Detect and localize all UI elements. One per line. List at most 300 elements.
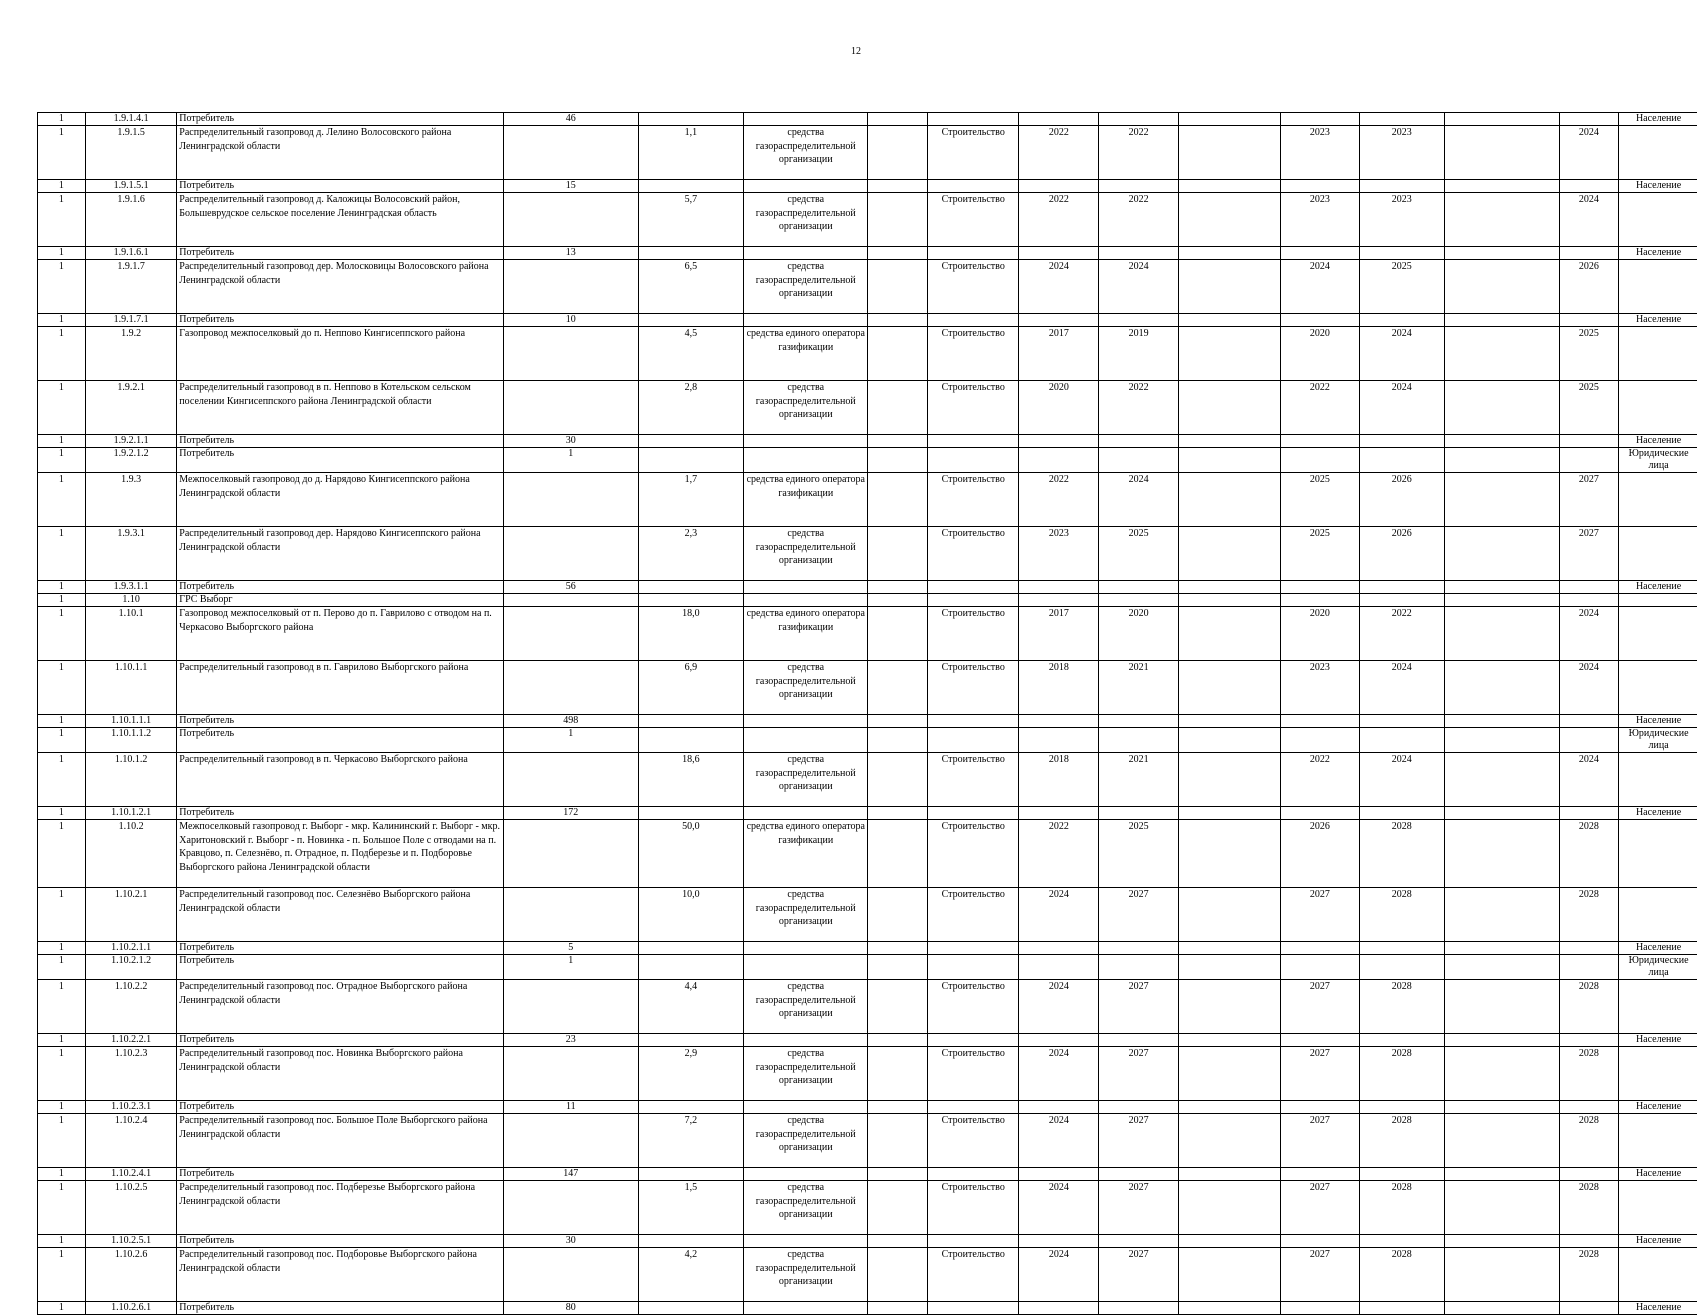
funding-source-cell — [744, 314, 868, 327]
year-4-cell — [1359, 942, 1444, 955]
table-row — [38, 661, 1697, 715]
funding-source-cell: средства газораспределительной организации — [744, 1181, 868, 1235]
table-row — [38, 126, 1697, 180]
year-3-cell: 2024 — [1281, 260, 1360, 314]
year-5-cell — [1559, 807, 1619, 820]
consumer-category-cell: Население — [1619, 1034, 1697, 1047]
work-type-cell: Строительство — [928, 381, 1019, 435]
year-end-cell: 2025 — [1099, 527, 1179, 581]
year-5-cell: 2028 — [1559, 1114, 1619, 1168]
object-name-cell: Распределительный газопровод пос. Селезнёво Выборгского района Ленинградской области — [177, 888, 503, 942]
year-4-cell: 2028 — [1359, 1181, 1444, 1235]
year-start-cell — [1019, 247, 1099, 260]
year-start-cell — [1019, 1235, 1099, 1248]
year-3-cell: 2027 — [1281, 1114, 1360, 1168]
item-number-cell: 1.10 — [85, 594, 176, 607]
consumer-category-cell: Население — [1619, 113, 1697, 126]
empty-cell — [1444, 807, 1559, 820]
work-type-cell — [928, 955, 1019, 980]
item-number-cell: 1.10.2.4 — [85, 1114, 176, 1168]
empty-cell — [1178, 381, 1280, 435]
funding-source-cell: средства газораспределительной организации — [744, 888, 868, 942]
year-end-cell: 2020 — [1099, 607, 1179, 661]
year-start-cell: 2018 — [1019, 661, 1099, 715]
item-number-cell: 1.9.2.1.1 — [85, 435, 176, 448]
year-3-cell: 2022 — [1281, 753, 1360, 807]
consumer-category-cell — [1619, 888, 1697, 942]
consumer-category-cell — [1619, 594, 1697, 607]
year-5-cell: 2024 — [1559, 661, 1619, 715]
year-4-cell — [1359, 435, 1444, 448]
year-end-cell — [1099, 594, 1179, 607]
consumer-count-cell — [503, 473, 638, 527]
year-3-cell: 2020 — [1281, 607, 1360, 661]
level-cell: 1 — [38, 314, 86, 327]
year-4-cell — [1359, 581, 1444, 594]
empty-cell — [868, 314, 928, 327]
year-4-cell: 2026 — [1359, 527, 1444, 581]
empty-cell — [1444, 594, 1559, 607]
empty-cell — [1444, 473, 1559, 527]
table-row — [38, 1168, 1697, 1181]
year-3-cell — [1281, 314, 1360, 327]
table-row — [38, 1114, 1697, 1168]
object-name-cell: Потребитель — [177, 448, 503, 473]
year-5-cell — [1559, 314, 1619, 327]
year-end-cell: 2027 — [1099, 1181, 1179, 1235]
consumer-count-cell — [503, 1181, 638, 1235]
object-name-cell: Распределительный газопровод пос. Новинка Выборгского района Ленинградской области — [177, 1047, 503, 1101]
object-name-cell: Межпоселковый газопровод г. Выборг - мкр. Калининский г. Выборг - мкр. Харитоновский г. Выборг - п. Новинка - п. Большое Поле с отводами на п. Кравцово, п. Селезнёво, п. Отрадное, п. Подберезье и п. Подборовье Выборгского района Ленинградской области — [177, 820, 503, 888]
funding-source-cell — [744, 807, 868, 820]
item-number-cell: 1.10.1.2 — [85, 753, 176, 807]
table-row — [38, 942, 1697, 955]
empty-cell — [868, 661, 928, 715]
funding-source-cell — [744, 581, 868, 594]
item-number-cell: 1.9.1.7 — [85, 260, 176, 314]
funding-source-cell: средства газораспределительной организации — [744, 260, 868, 314]
funding-source-cell: средства газораспределительной организации — [744, 1248, 868, 1302]
object-name-cell: Потребитель — [177, 314, 503, 327]
length-cell — [638, 715, 743, 728]
table-row — [38, 888, 1697, 942]
year-3-cell: 2022 — [1281, 381, 1360, 435]
level-cell: 1 — [38, 1047, 86, 1101]
year-start-cell — [1019, 581, 1099, 594]
length-cell — [638, 1101, 743, 1114]
item-number-cell: 1.10.2.6.1 — [85, 1302, 176, 1315]
year-start-cell — [1019, 1302, 1099, 1315]
table-row — [38, 1235, 1697, 1248]
year-4-cell — [1359, 955, 1444, 980]
object-name-cell: Потребитель — [177, 113, 503, 126]
item-number-cell: 1.10.2.2.1 — [85, 1034, 176, 1047]
length-cell — [638, 1235, 743, 1248]
item-number-cell: 1.10.1.2.1 — [85, 807, 176, 820]
empty-cell — [868, 1168, 928, 1181]
year-end-cell — [1099, 581, 1179, 594]
empty-cell — [1444, 1168, 1559, 1181]
empty-cell — [1178, 1302, 1280, 1315]
consumer-count-cell — [503, 594, 638, 607]
work-type-cell — [928, 1101, 1019, 1114]
work-type-cell — [928, 807, 1019, 820]
empty-cell — [1178, 1235, 1280, 1248]
item-number-cell: 1.9.2.1 — [85, 381, 176, 435]
year-5-cell: 2028 — [1559, 980, 1619, 1034]
level-cell: 1 — [38, 527, 86, 581]
object-name-cell: Потребитель — [177, 247, 503, 260]
empty-cell — [1178, 1168, 1280, 1181]
year-5-cell — [1559, 955, 1619, 980]
level-cell: 1 — [38, 1034, 86, 1047]
length-cell — [638, 955, 743, 980]
work-type-cell — [928, 1302, 1019, 1315]
year-5-cell: 2027 — [1559, 527, 1619, 581]
length-cell — [638, 728, 743, 753]
consumer-count-cell: 172 — [503, 807, 638, 820]
empty-cell — [1444, 435, 1559, 448]
length-cell: 4,4 — [638, 980, 743, 1034]
item-number-cell: 1.9.2.1.2 — [85, 448, 176, 473]
level-cell: 1 — [38, 327, 86, 381]
level-cell: 1 — [38, 807, 86, 820]
empty-cell — [1444, 113, 1559, 126]
level-cell: 1 — [38, 955, 86, 980]
year-5-cell — [1559, 594, 1619, 607]
empty-cell — [1178, 594, 1280, 607]
object-name-cell: Распределительный газопровод в п. Гаврилово Выборгского района — [177, 661, 503, 715]
funding-source-cell: средства газораспределительной организации — [744, 193, 868, 247]
year-start-cell: 2022 — [1019, 473, 1099, 527]
table-row — [38, 314, 1697, 327]
table-row — [38, 594, 1697, 607]
year-5-cell — [1559, 113, 1619, 126]
empty-cell — [1444, 607, 1559, 661]
empty-cell — [1178, 955, 1280, 980]
consumer-category-cell — [1619, 753, 1697, 807]
year-5-cell — [1559, 581, 1619, 594]
object-name-cell: Потребитель — [177, 1034, 503, 1047]
length-cell — [638, 942, 743, 955]
empty-cell — [1178, 247, 1280, 260]
empty-cell — [1178, 607, 1280, 661]
work-type-cell: Строительство — [928, 1047, 1019, 1101]
length-cell — [638, 1034, 743, 1047]
year-end-cell: 2027 — [1099, 980, 1179, 1034]
length-cell — [638, 247, 743, 260]
level-cell: 1 — [38, 381, 86, 435]
year-3-cell — [1281, 435, 1360, 448]
funding-source-cell: средства газораспределительной организации — [744, 753, 868, 807]
year-start-cell: 2024 — [1019, 1181, 1099, 1235]
item-number-cell: 1.9.1.7.1 — [85, 314, 176, 327]
empty-cell — [1178, 314, 1280, 327]
work-type-cell — [928, 1168, 1019, 1181]
table-row — [38, 448, 1697, 473]
consumer-count-cell — [503, 193, 638, 247]
object-name-cell: Потребитель — [177, 715, 503, 728]
year-end-cell — [1099, 247, 1179, 260]
empty-cell — [1444, 126, 1559, 180]
empty-cell — [1178, 581, 1280, 594]
work-type-cell — [928, 448, 1019, 473]
year-5-cell — [1559, 247, 1619, 260]
empty-cell — [1178, 180, 1280, 193]
empty-cell — [1444, 753, 1559, 807]
year-end-cell — [1099, 448, 1179, 473]
consumer-count-cell: 1 — [503, 728, 638, 753]
consumer-category-cell: Население — [1619, 581, 1697, 594]
year-3-cell: 2027 — [1281, 1047, 1360, 1101]
consumer-category-cell — [1619, 327, 1697, 381]
consumer-category-cell: Население — [1619, 314, 1697, 327]
empty-cell — [1444, 955, 1559, 980]
length-cell: 4,2 — [638, 1248, 743, 1302]
funding-source-cell: средства газораспределительной организации — [744, 661, 868, 715]
year-5-cell — [1559, 448, 1619, 473]
year-4-cell — [1359, 807, 1444, 820]
item-number-cell: 1.10.2.1 — [85, 888, 176, 942]
work-type-cell — [928, 594, 1019, 607]
year-end-cell: 2019 — [1099, 327, 1179, 381]
empty-cell — [1444, 728, 1559, 753]
year-4-cell — [1359, 247, 1444, 260]
item-number-cell: 1.10.1 — [85, 607, 176, 661]
empty-cell — [1178, 1181, 1280, 1235]
year-end-cell — [1099, 1235, 1179, 1248]
year-start-cell: 2024 — [1019, 1047, 1099, 1101]
consumer-count-cell — [503, 1248, 638, 1302]
year-4-cell: 2028 — [1359, 1114, 1444, 1168]
object-name-cell: Распределительный газопровод пос. Подборовье Выборгского района Ленинградской области — [177, 1248, 503, 1302]
level-cell: 1 — [38, 473, 86, 527]
work-type-cell — [928, 180, 1019, 193]
length-cell: 2,8 — [638, 381, 743, 435]
empty-cell — [868, 753, 928, 807]
year-3-cell: 2027 — [1281, 888, 1360, 942]
empty-cell — [1444, 1181, 1559, 1235]
year-3-cell — [1281, 247, 1360, 260]
item-number-cell: 1.9.3.1.1 — [85, 581, 176, 594]
year-3-cell — [1281, 180, 1360, 193]
year-start-cell — [1019, 728, 1099, 753]
year-4-cell: 2028 — [1359, 820, 1444, 888]
year-4-cell: 2028 — [1359, 1248, 1444, 1302]
empty-cell — [868, 327, 928, 381]
year-5-cell — [1559, 180, 1619, 193]
table-row — [38, 581, 1697, 594]
item-number-cell: 1.10.2.4.1 — [85, 1168, 176, 1181]
year-4-cell: 2022 — [1359, 607, 1444, 661]
level-cell: 1 — [38, 820, 86, 888]
empty-cell — [1444, 1114, 1559, 1168]
year-end-cell — [1099, 955, 1179, 980]
consumer-count-cell — [503, 381, 638, 435]
year-end-cell — [1099, 1101, 1179, 1114]
empty-cell — [868, 980, 928, 1034]
year-3-cell: 2027 — [1281, 1181, 1360, 1235]
table-row — [38, 381, 1697, 435]
table-row — [38, 753, 1697, 807]
length-cell — [638, 1168, 743, 1181]
table-row — [38, 1101, 1697, 1114]
consumer-category-cell — [1619, 126, 1697, 180]
empty-cell — [1178, 942, 1280, 955]
empty-cell — [1444, 327, 1559, 381]
year-3-cell — [1281, 807, 1360, 820]
consumer-count-cell — [503, 753, 638, 807]
year-4-cell: 2025 — [1359, 260, 1444, 314]
level-cell: 1 — [38, 942, 86, 955]
work-type-cell: Строительство — [928, 888, 1019, 942]
length-cell: 50,0 — [638, 820, 743, 888]
year-4-cell — [1359, 728, 1444, 753]
year-end-cell: 2022 — [1099, 381, 1179, 435]
year-start-cell — [1019, 1168, 1099, 1181]
length-cell: 4,5 — [638, 327, 743, 381]
empty-cell — [1444, 193, 1559, 247]
empty-cell — [868, 1047, 928, 1101]
consumer-count-cell — [503, 1114, 638, 1168]
object-name-cell: Потребитель — [177, 1101, 503, 1114]
length-cell — [638, 1302, 743, 1315]
consumer-count-cell — [503, 327, 638, 381]
empty-cell — [868, 1235, 928, 1248]
funding-source-cell: средства газораспределительной организации — [744, 1114, 868, 1168]
level-cell: 1 — [38, 581, 86, 594]
year-3-cell — [1281, 728, 1360, 753]
level-cell: 1 — [38, 1248, 86, 1302]
item-number-cell: 1.9.1.6.1 — [85, 247, 176, 260]
consumer-category-cell — [1619, 1248, 1697, 1302]
empty-cell — [1444, 715, 1559, 728]
year-4-cell — [1359, 715, 1444, 728]
year-4-cell — [1359, 1034, 1444, 1047]
empty-cell — [1178, 661, 1280, 715]
item-number-cell: 1.10.2.3.1 — [85, 1101, 176, 1114]
year-5-cell — [1559, 942, 1619, 955]
year-start-cell — [1019, 1101, 1099, 1114]
year-start-cell: 2024 — [1019, 260, 1099, 314]
year-5-cell: 2027 — [1559, 473, 1619, 527]
table-row — [38, 1302, 1697, 1315]
year-end-cell — [1099, 1168, 1179, 1181]
year-5-cell: 2024 — [1559, 607, 1619, 661]
year-start-cell: 2022 — [1019, 126, 1099, 180]
consumer-category-cell: Население — [1619, 715, 1697, 728]
year-end-cell: 2027 — [1099, 1114, 1179, 1168]
year-end-cell — [1099, 715, 1179, 728]
consumer-category-cell: Население — [1619, 1101, 1697, 1114]
work-type-cell: Строительство — [928, 1114, 1019, 1168]
object-name-cell: Распределительный газопровод пос. Подберезье Выборгского района Ленинградской области — [177, 1181, 503, 1235]
consumer-count-cell: 5 — [503, 942, 638, 955]
year-5-cell — [1559, 728, 1619, 753]
empty-cell — [868, 473, 928, 527]
empty-cell — [868, 888, 928, 942]
table-row — [38, 807, 1697, 820]
object-name-cell: Распределительный газопровод в п. Черкасово Выборгского района — [177, 753, 503, 807]
funding-source-cell — [744, 180, 868, 193]
table-row — [38, 435, 1697, 448]
year-4-cell: 2024 — [1359, 753, 1444, 807]
consumer-category-cell — [1619, 260, 1697, 314]
empty-cell — [868, 435, 928, 448]
length-cell: 2,3 — [638, 527, 743, 581]
work-type-cell — [928, 1034, 1019, 1047]
year-end-cell: 2025 — [1099, 820, 1179, 888]
empty-cell — [868, 527, 928, 581]
length-cell — [638, 807, 743, 820]
year-5-cell: 2028 — [1559, 1181, 1619, 1235]
year-start-cell: 2022 — [1019, 820, 1099, 888]
length-cell — [638, 314, 743, 327]
funding-source-cell: средства газораспределительной организации — [744, 381, 868, 435]
funding-source-cell: средства газораспределительной организации — [744, 1047, 868, 1101]
work-type-cell — [928, 728, 1019, 753]
work-type-cell: Строительство — [928, 126, 1019, 180]
length-cell: 6,5 — [638, 260, 743, 314]
table-row — [38, 193, 1697, 247]
empty-cell — [1444, 1302, 1559, 1315]
empty-cell — [1444, 247, 1559, 260]
empty-cell — [1178, 980, 1280, 1034]
year-start-cell — [1019, 594, 1099, 607]
year-end-cell: 2022 — [1099, 126, 1179, 180]
year-4-cell — [1359, 180, 1444, 193]
length-cell — [638, 113, 743, 126]
year-5-cell: 2026 — [1559, 260, 1619, 314]
item-number-cell: 1.9.1.4.1 — [85, 113, 176, 126]
level-cell: 1 — [38, 728, 86, 753]
year-start-cell: 2020 — [1019, 381, 1099, 435]
consumer-count-cell: 13 — [503, 247, 638, 260]
year-3-cell — [1281, 113, 1360, 126]
empty-cell — [1444, 581, 1559, 594]
year-5-cell: 2025 — [1559, 327, 1619, 381]
item-number-cell: 1.10.1.1 — [85, 661, 176, 715]
year-start-cell: 2022 — [1019, 193, 1099, 247]
length-cell: 5,7 — [638, 193, 743, 247]
empty-cell — [868, 728, 928, 753]
object-name-cell: Потребитель — [177, 180, 503, 193]
year-5-cell: 2028 — [1559, 820, 1619, 888]
object-name-cell: Потребитель — [177, 1302, 503, 1315]
object-name-cell: Распределительный газопровод пос. Отрадное Выборгского района Ленинградской области — [177, 980, 503, 1034]
object-name-cell: Распределительный газопровод д. Каложицы Волосовский район, Большеврудское сельское поселение Ленинградская область — [177, 193, 503, 247]
year-end-cell: 2021 — [1099, 753, 1179, 807]
item-number-cell: 1.9.3.1 — [85, 527, 176, 581]
work-type-cell — [928, 113, 1019, 126]
year-end-cell: 2027 — [1099, 1248, 1179, 1302]
empty-cell — [868, 193, 928, 247]
year-end-cell — [1099, 113, 1179, 126]
empty-cell — [1444, 448, 1559, 473]
level-cell: 1 — [38, 180, 86, 193]
empty-cell — [868, 581, 928, 594]
funding-source-cell: средства единого оператора газификации — [744, 327, 868, 381]
year-3-cell: 2027 — [1281, 1248, 1360, 1302]
work-type-cell: Строительство — [928, 327, 1019, 381]
work-type-cell: Строительство — [928, 473, 1019, 527]
empty-cell — [1444, 980, 1559, 1034]
year-3-cell — [1281, 715, 1360, 728]
consumer-category-cell — [1619, 607, 1697, 661]
consumer-count-cell: 30 — [503, 1235, 638, 1248]
funding-source-cell — [744, 448, 868, 473]
item-number-cell: 1.10.2 — [85, 820, 176, 888]
